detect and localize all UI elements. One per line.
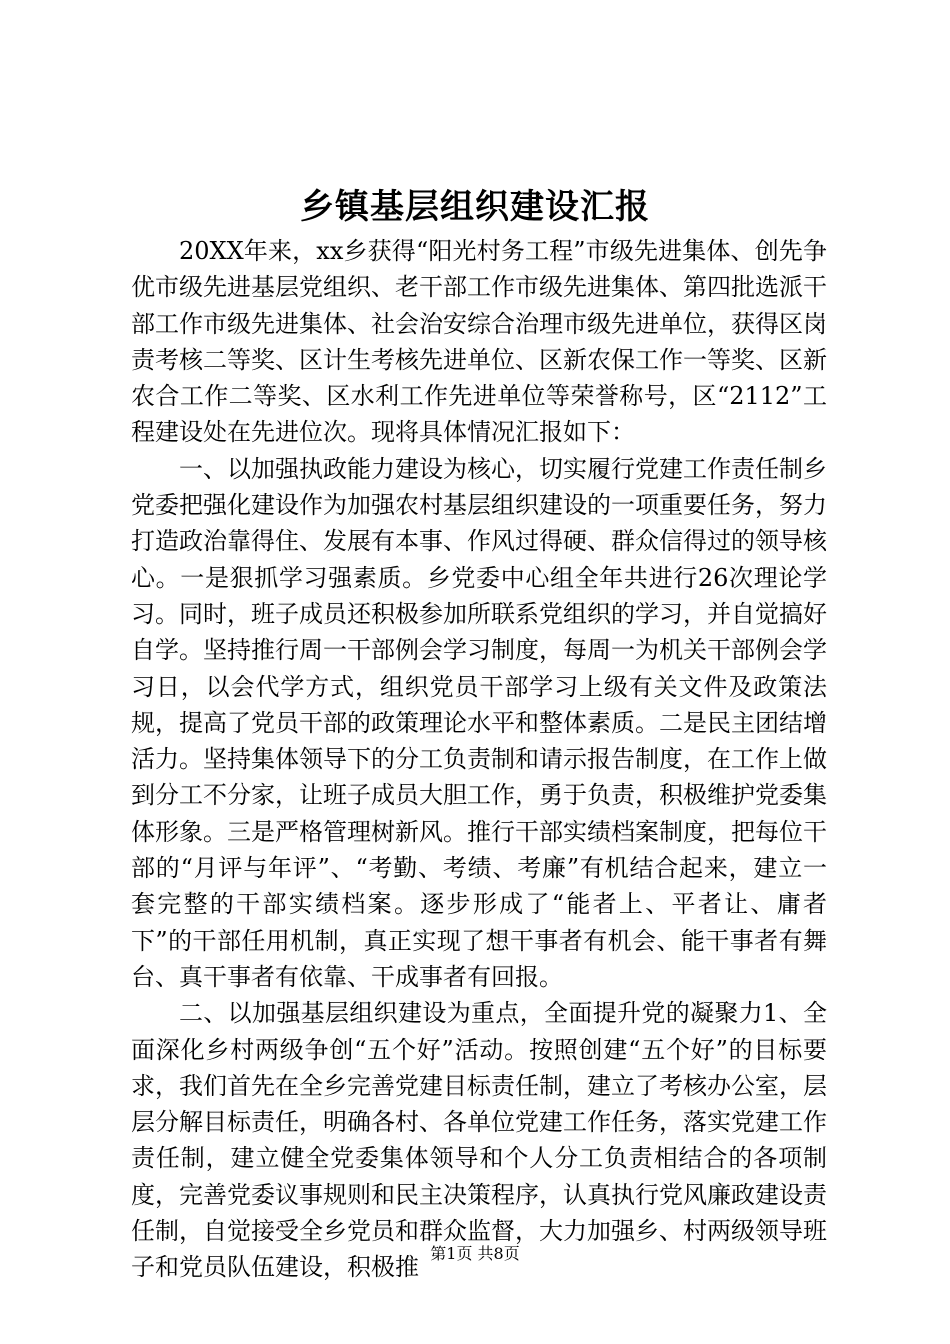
document-body	[131, 233, 827, 1286]
document-title: 乡镇基层组织建设汇报	[300, 187, 650, 227]
paragraph-section-two: 二、以加强基层组织建设为重点，全面提升党的凝聚力1、全面深化乡村两级争创“五个好”活动。按照创建“五个好”的目标要求，我们首先在全乡完善党建目标责任制，建立了考核办公室，层层分解目标责任，明确各村、各单位党建工作任务，落实党建工作责任制，建立健全党委集体领导和个人分工负责相结合的各项制度，完善党委议事规则和民主决策程序，认真执行党风廉政建设责任制，自觉接受全乡党员和群众监督，大力加强乡、村两级领导班子和党员队伍建设，积极推	[131, 999, 827, 1282]
paragraph-section-one: 一、以加强执政能力建设为核心，切实履行党建工作责任制乡党委把强化建设作为加强农村基层组织建设的一项重要任务，努力打造政治靠得住、发展有本事、作风过得硬、群众信得过的领导核心。一是狠抓学习强素质。乡党委中心组全年共进行26次理论学习。同时，班子成员还积极参加所联系党组织的学习，并自觉搞好自学。坚持推行周一干部例会学习制度，每周一为机关干部例会学习日，以会代学方式，组织党员干部学习上级有关文件及政策法规，提高了党员干部的政策理论水平和整体素质。二是民主团结增活力。坚持集体领导下的分工负责制和请示报告制度，在工作上做到分工不分家，让班子成员大胆工作，勇于负责，积极维护党委集体形象。三是严格管理树新风。推行干部实绩档案制度，把每位干部的“月评与年评”、“考勤、考绩、考廉”有机结合起来，建立一套完整的干部实绩档案。逐步形成了“能者上、平者让、庸者下”的干部任用机制，真正实现了想干事者有机会、能干事者有舞台、真干事者有依靠、干成事者有回报。	[131, 454, 827, 991]
paragraph-intro: 20XX年来，xx乡获得“阳光村务工程”市级先进集体、创先争优市级先进基层党组织、老干部工作市级先进集体、第四批选派干部工作市级先进集体、社会治安综合治理市级先进单位，获得区岗责考核二等奖、区计生考核先进单位、区新农保工作一等奖、区新农合工作二等奖、区水利工作先进单位等荣誉称号，区“2112”工程建设处在先进位次。现将具体情况汇报如下：	[131, 237, 827, 447]
page-footer: 第1页 共8页	[430, 1244, 520, 1263]
